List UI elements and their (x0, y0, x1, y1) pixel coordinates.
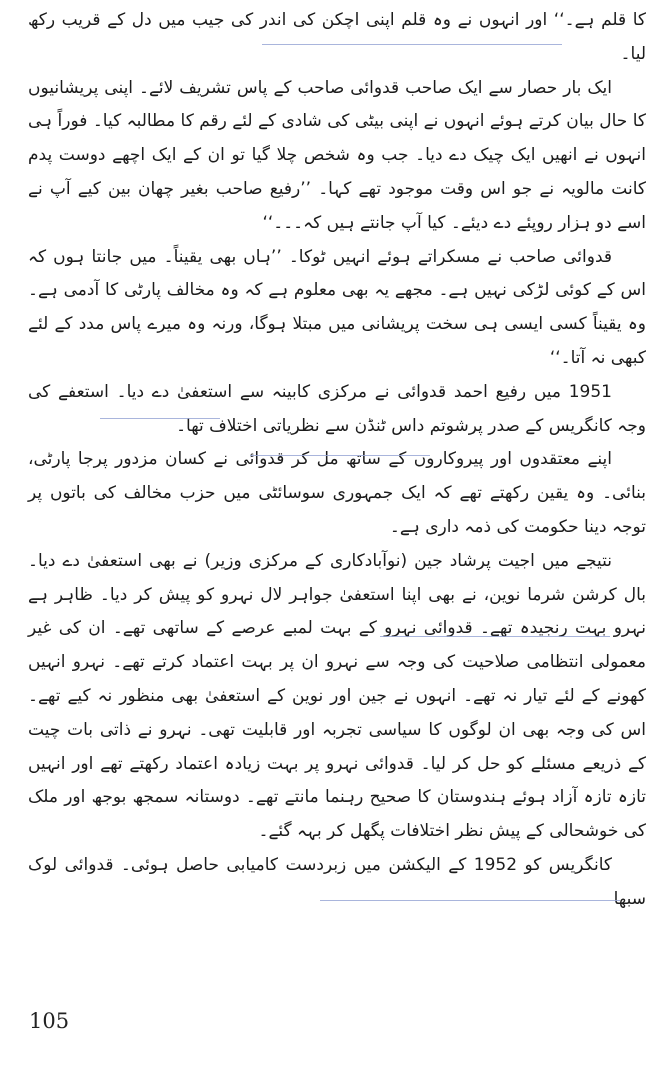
paragraph-1: کا قلم ہے۔‘‘ اور انہوں نے وہ قلم اپنی اچکن کی اندر کی جیب میں دل کے قریب رکھ لیا۔ (28, 10, 646, 64)
paragraph-7: کانگریس کو 1952 کے الیکشن میں زبردست کامیابی حاصل ہوئی۔ قدوائی لوک سبھا (28, 854, 646, 909)
pencil-underline-mark (320, 900, 620, 901)
body-text (28, 4, 646, 917)
page-number: 105 (29, 1009, 70, 1033)
paragraph-5: اپنے معتقدوں اور پیروکاروں کے ساتھ مل کر قدوائی نے کسان مزدور پرجا پارٹی، بنائی۔ وہ یقین رکھتے تھے کہ ایک جمہوری سوسائٹی میں حزب مخالف کی باتوں پر توجہ دینا حکومت کی ذمہ داری ہے۔ (28, 449, 646, 537)
paragraph-3: قدوائی صاحب نے مسکراتے ہوئے انہیں ٹوکا۔ ’’ہاں بھی یقیناً۔ میں جانتا ہوں کہ اس کے کوئی لڑکی نہیں ہے۔ مجھے یہ بھی معلوم ہے کہ وہ مخالف پارٹی کا آدمی ہے۔ وہ یقیناً کسی ایسی ہی سخت پریشانی میں مبتلا ہوگا، ورنہ وہ میرے پاس مدد کے لئے کبھی نہ آتا۔‘‘ (28, 246, 646, 368)
pencil-underline-mark (262, 44, 562, 45)
pencil-underline-mark (100, 418, 220, 419)
paragraph-4: 1951 میں رفیع احمد قدوائی نے مرکزی کابینہ سے استعفیٰ دے دیا۔ استعفے کی وجہ کانگریس کے صدر پرشوتم داس ٹنڈن سے نظریاتی اختلاف تھا۔ (28, 381, 646, 436)
paragraph-6: نتیجے میں اجیت پرشاد جین (نوآبادکاری کے مرکزی وزیر) نے بھی استعفیٰ دے دیا۔ بال کرشن شرما نوین، نے بھی اپنا استعفیٰ جواہر لال نہرو کو پیش کر دیا۔ ظاہر ہے نہرو بہت رنجیدہ تھے۔ قدوائی نہرو کے بہت لمبے عرصے کے ساتھی تھے۔ ان کی غیر معمولی انتظامی صلاحیت کی وجہ سے نہرو ان پر بہت اعتماد کرتے تھے۔ نہرو انہیں کھونے کے لئے تیار نہ تھے۔ انہوں نے جین اور نوین کے استعفیٰ بھی منظور نہ کیے تھے۔ اس کی وجہ بھی ان لوگوں کا سیاسی تجربہ اور قابلیت تھی۔ نہرو نے ذاتی بات چیت کے ذریعے مسئلے کو حل کر لیا۔ قدوائی نہرو پر بہت زیادہ اعتماد رکھتے تھے اور انہیں تازہ تازہ آزاد ہوئے ہندوستان کا صحیح رہنما مانتے تھے۔ دوستانہ سمجھ بوجھ اور ملک کی خوشحالی کے پیش نظر اختلافات پگھل کر بہہ گئے۔ (28, 550, 646, 842)
pencil-underline-mark (380, 636, 610, 637)
pencil-underline-mark (250, 455, 430, 456)
paragraph-2: ایک بار حصار سے ایک صاحب قدوائی صاحب کے پاس تشریف لائے۔ اپنی پریشانیوں کا حال بیان کرتے ہوئے انہوں نے اپنی بیٹی کی شادی کے لئے رقم کا مطالبہ کیا۔ فوراً ہی انہوں نے انھیں ایک چیک دے دیا۔ جب وہ شخص چلا گیا تو ان کے ایک اچھے دوست پدم کانت مالویہ نے جو اس وقت موجود تھے کہا۔ ’’رفیع صاحب بغیر چھان بین کیے آپ نے اسے دو ہزار روپئے دے دیئے۔ کیا آپ جانتے ہیں کہ۔۔۔‘‘ (28, 77, 646, 233)
